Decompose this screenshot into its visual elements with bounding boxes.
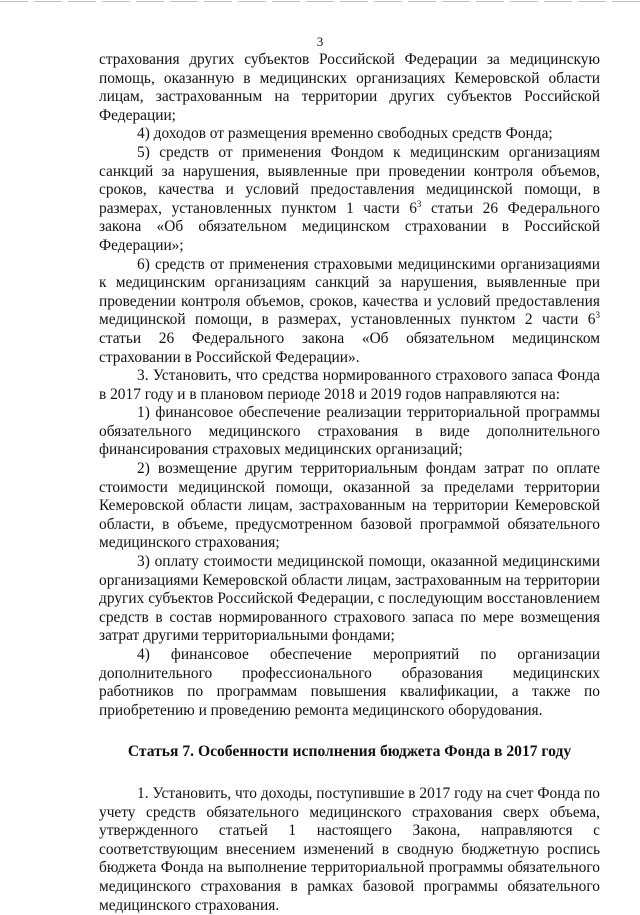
list-item-5-income bbox=[99, 144, 600, 256]
page-top-border bbox=[0, 1, 640, 2]
superscript: 3 bbox=[595, 310, 600, 321]
article-7-clause-1: 1. Установить, что доходы, поступившие в 2017 году на счет Фонда по учету средств обязательного медицинского страхования сверх объема, утвержденного статьей 1 настоящего Закона, направляются с соответствующим внесением изменений в сводную бюджетную роспись бюджета Фонда на выполнение территориальной программы обязательного медицинского страхования в рамках базовой программы обязательного медицинского страхования. bbox=[99, 784, 600, 914]
reserve-item-3: 3) оплату стоимости медицинской помощи, оказанной медицинскими организациями Кемеровской области лицам, застрахованным на территории других субъектов Российской Федерации, с последующим восстановлением средств в состав нормированного страхового запаса по мере возмещения затрат другими территориальными фондами; bbox=[99, 553, 600, 645]
superscript: 3 bbox=[416, 198, 422, 209]
text-part: 5) средств от применения Фондом к медицинским организациям санкций за нарушения, выявленные при проведении контроля объемов, сроков, качества и условий предоставления медицинской помощи, в размерах, установленных пунктом 1 части 6 bbox=[99, 143, 600, 217]
article-heading: Статья 7. Особенности исполнения бюджета Фонда в 2017 году bbox=[127, 743, 572, 761]
text-part: статьи 26 Федерального закона «Об обязательном медицинском страховании в Российской Федерации». bbox=[99, 329, 600, 366]
reserve-item-2: 2) возмещение другим территориальным фондам затрат по оплате стоимости медицинской помощи, оказанной за пределами территории Кемеровской области лицам, застрахованным на территории Кемеровской области, в объеме, предусмотренном базовой программой обязательного медицинского страхования; bbox=[99, 460, 600, 552]
text-part: статьи 26 Федерального закона «Об обязательном медицинском страховании в Российской Федерации»; bbox=[99, 199, 600, 254]
clause-3-reserve: 3. Установить, что средства нормированного страхового запаса Фонда в 2017 году и в плановом периоде 2018 и 2019 годов направляются на: bbox=[99, 367, 600, 403]
document-body bbox=[99, 51, 600, 915]
reserve-item-4: 4) финансовое обеспечение мероприятий по организации дополнительного профессионального образования медицинских работников по программам повышения квалификации, а также по приобретению и проведению ремонта медицинского оборудования. bbox=[99, 646, 600, 719]
list-item-4-income: 4) доходов от размещения временно свободных средств Фонда; bbox=[137, 125, 553, 143]
page-number: 3 bbox=[316, 34, 324, 49]
list-item-6-income bbox=[99, 256, 600, 368]
text-part: 6) средств от применения страховыми медицинскими организациями к медицинским организациям санкций за нарушения, выявленные при проведении контроля объемов, сроков, качества и условий предоставления медицинской помощи, в размерах, установленных пунктом 2 части 6 bbox=[99, 255, 600, 329]
paragraph-continuation: страхования других субъектов Российской Федерации за медицинскую помощь, оказанную в медицинских организациях Кемеровской области лицам, застрахованным на территории других субъектов Российской Федерации; bbox=[99, 51, 600, 124]
reserve-item-1: 1) финансовое обеспечение реализации территориальной программы обязательного медицинского страхования в виде дополнительного финансирования страховых медицинских организаций; bbox=[99, 404, 600, 459]
